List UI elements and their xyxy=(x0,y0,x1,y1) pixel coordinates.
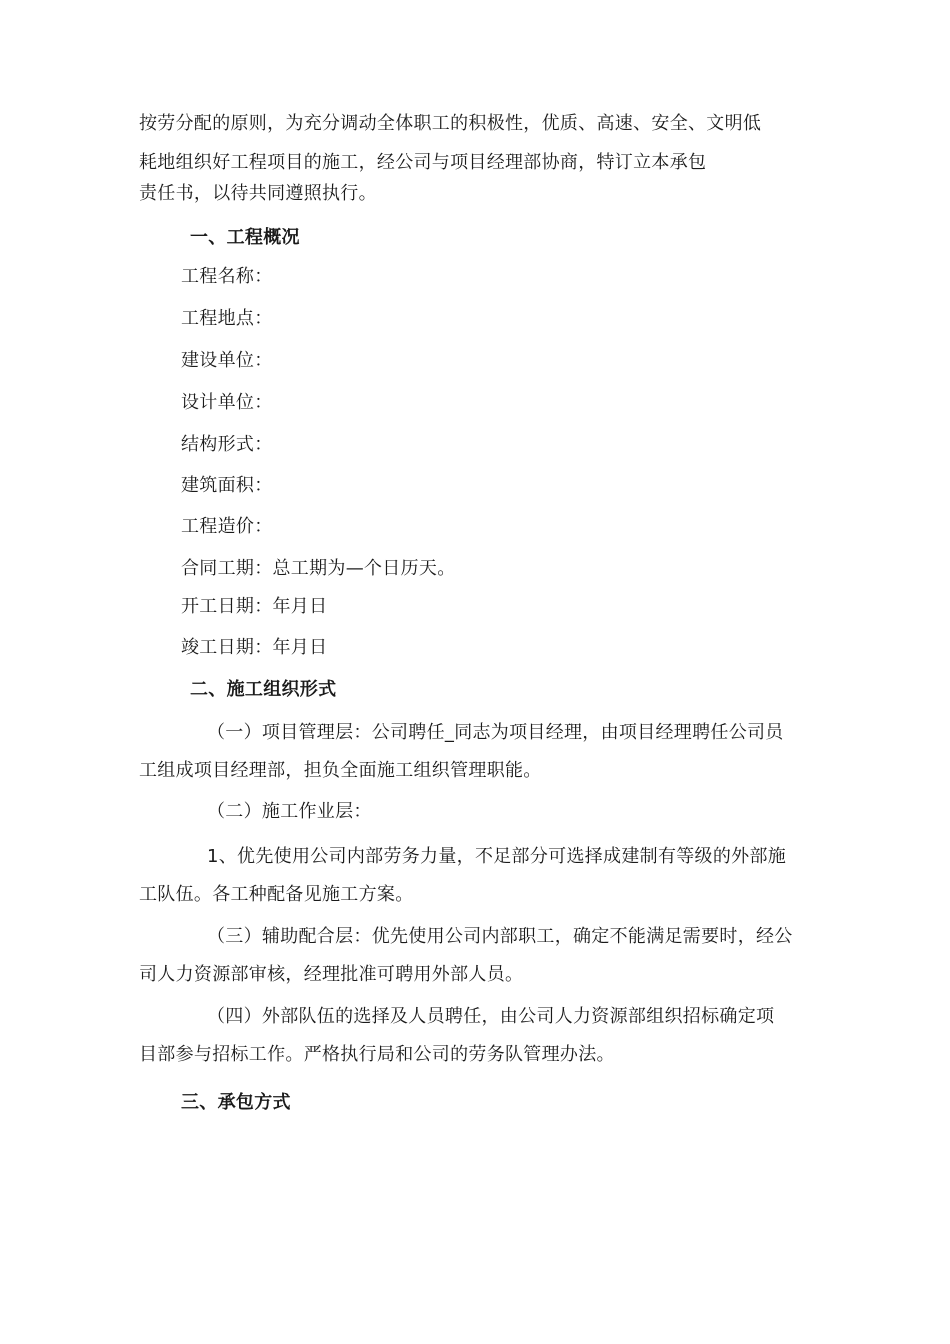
field-project-location: 工程地点： xyxy=(181,308,273,329)
org-paragraph-4-line-2: 司人力资源部审核，经理批准可聘用外部人员。 xyxy=(139,964,524,985)
field-building-area: 建筑面积： xyxy=(181,475,273,496)
intro-line-1: 按劳分配的原则，为充分调动全体职工的积极性，优质、高速、安全、文明低 xyxy=(139,113,762,134)
field-structure-form: 结构形式： xyxy=(181,434,273,455)
field-project-name: 工程名称： xyxy=(181,266,273,287)
org-paragraph-5-line-1: （四）外部队伍的选择及人员聘任，由公司人力资源部组织招标确定项 xyxy=(207,1006,775,1027)
field-contract-period: 合同工期：总工期为—个日历天。 xyxy=(181,558,456,579)
org-paragraph-5-line-2: 目部参与招标工作。严格执行局和公司的劳务队管理办法。 xyxy=(139,1044,615,1065)
section-heading-overview: 一、工程概况 xyxy=(190,227,300,248)
field-project-cost: 工程造价： xyxy=(181,516,273,537)
org-paragraph-3-line-1: 1、优先使用公司内部劳务力量，不足部分可选择成建制有等级的外部施 xyxy=(207,846,787,867)
org-paragraph-1-line-2: 工组成项目经理部，担负全面施工组织管理职能。 xyxy=(139,760,542,781)
intro-line-3: 责任书，以待共同遵照执行。 xyxy=(139,183,377,204)
field-start-date: 开工日期：年月日 xyxy=(181,596,328,617)
intro-line-2: 耗地组织好工程项目的施工，经公司与项目经理部协商，特订立本承包 xyxy=(139,152,707,173)
section-heading-organization: 二、施工组织形式 xyxy=(190,679,337,700)
org-paragraph-3-line-2: 工队伍。各工种配备见施工方案。 xyxy=(139,884,414,905)
field-construction-unit: 建设单位： xyxy=(181,350,273,371)
field-completion-date: 竣工日期：年月日 xyxy=(181,637,328,658)
section-heading-contract-method: 三、承包方式 xyxy=(181,1092,291,1113)
org-paragraph-2: （二）施工作业层： xyxy=(207,801,372,822)
field-design-unit: 设计单位： xyxy=(181,392,273,413)
org-paragraph-1-line-1: （一）项目管理层：公司聘任_同志为项目经理，由项目经理聘任公司员 xyxy=(207,722,784,743)
org-paragraph-4-line-1: （三）辅助配合层：优先使用公司内部职工，确定不能满足需要时，经公 xyxy=(207,926,793,947)
